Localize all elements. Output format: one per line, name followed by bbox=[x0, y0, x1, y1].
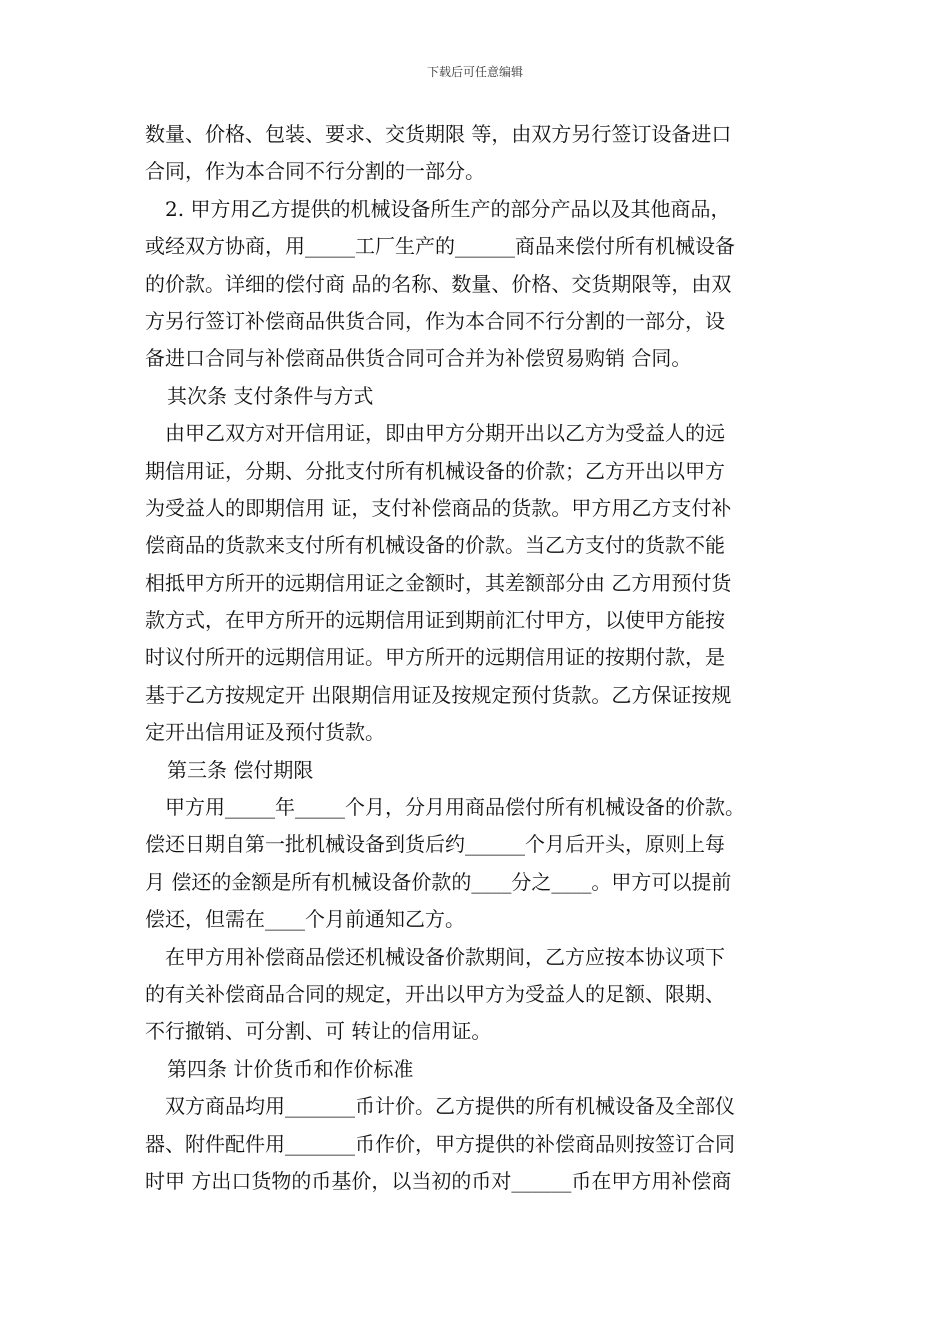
text-line: 方另行签订补偿商品供货合同，作为本合同不行分割的一部分，设 bbox=[145, 308, 725, 333]
text-line: 相抵甲方所开的远期信用证之金额时，其差额部分由 乙方用预付货 bbox=[145, 570, 732, 595]
text-line: 款方式，在甲方所开的远期信用证到期前汇付甲方，以使甲方能按 bbox=[145, 608, 725, 633]
text-line: 偿还日期自第一批机械设备到货后约______个月后开头，原则上每 bbox=[145, 832, 725, 857]
text-line: 双方商品均用_______币计价。乙方提供的所有机械设备及全部仪 bbox=[165, 1094, 735, 1119]
text-line: 第四条 计价货币和作价标准 bbox=[167, 1056, 414, 1081]
text-line: 的有关补偿商品合同的规定，开出以甲方为受益人的足额、限期、 bbox=[145, 981, 725, 1006]
text-line: 由甲乙双方对开信用证，即由甲方分期开出以乙方为受益人的远 bbox=[165, 421, 725, 446]
text-line: 第三条 偿付期限 bbox=[167, 757, 314, 782]
text-line: 合同，作为本合同不行分割的一部分。 bbox=[145, 159, 485, 184]
text-line: 不行撤销、可分割、可 转让的信用证。 bbox=[145, 1019, 492, 1044]
text-line: 为受益人的即期信用 证，支付补偿商品的货款。甲方用乙方支付补 bbox=[145, 495, 732, 520]
text-line: 甲方用_____年_____个月，分月用商品偿付所有机械设备的价款。 bbox=[165, 795, 745, 820]
text-line: 时议付所开的远期信用证。甲方所开的远期信用证的按期付款，是 bbox=[145, 645, 725, 670]
page-header: 下载后可任意编辑 bbox=[426, 65, 523, 79]
text-line: 期信用证，分期、分批支付所有机械设备的价款；乙方开出以甲方 bbox=[145, 458, 725, 483]
text-line: 偿商品的货款来支付所有机械设备的价款。当乙方支付的货款不能 bbox=[145, 533, 725, 558]
text-line: 的价款。详细的偿付商 品的名称、数量、价格、交货期限等，由双 bbox=[145, 271, 732, 296]
text-line: 月 偿还的金额是所有机械设备价款的____分之____。甲方可以提前 bbox=[145, 869, 732, 894]
text-line: 或经双方协商，用_____工厂生产的______商品来偿付所有机械设备 bbox=[145, 234, 735, 259]
text-line: 数量、价格、包装、要求、交货期限 等，由双方另行签订设备进口 bbox=[145, 122, 732, 146]
text-line: 基于乙方按规定开 出限期信用证及按规定预付货款。乙方保证按规 bbox=[145, 682, 732, 707]
text-line: 偿还，但需在____个月前通知乙方。 bbox=[145, 907, 465, 932]
text-line: 时甲 方出口货物的币基价，以当初的币对______币在甲方用补偿商 bbox=[145, 1168, 732, 1193]
text-line: 其次条 支付条件与方式 bbox=[167, 383, 374, 408]
document-body bbox=[145, 116, 815, 1200]
document-text bbox=[145, 116, 815, 1200]
text-line: 定开出信用证及预付货款。 bbox=[145, 720, 385, 745]
text-line: 器、附件配件用_______币作价，甲方提供的补偿商品则按签订合同 bbox=[145, 1131, 735, 1156]
text-line: 备进口合同与补偿商品供货合同可合并为补偿贸易购销 合同。 bbox=[145, 346, 692, 371]
text-line: 在甲方用补偿商品偿还机械设备价款期间，乙方应按本协议项下 bbox=[165, 944, 725, 969]
text-line: 2. 甲方用乙方提供的机械设备所生产的部分产品以及其他商品， bbox=[165, 196, 731, 221]
